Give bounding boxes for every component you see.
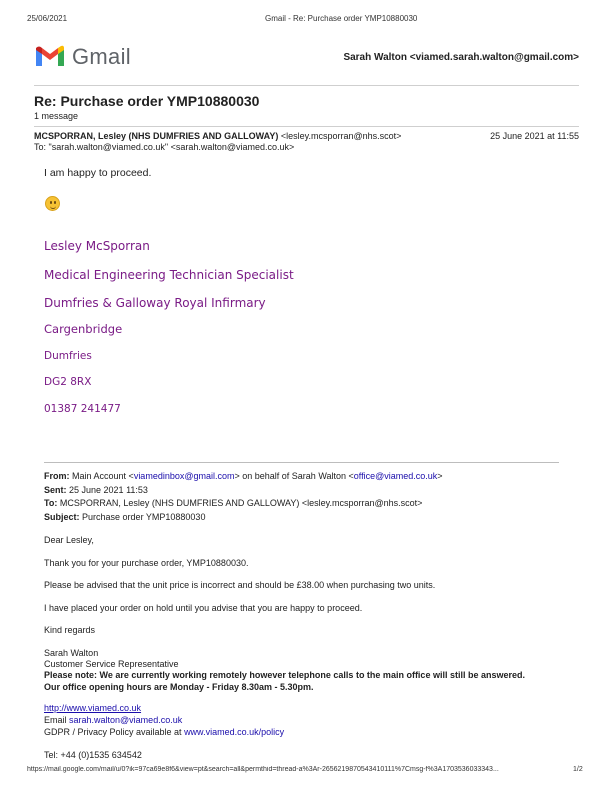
website-link[interactable]: http://www.viamed.co.uk [44, 703, 142, 713]
from-text: Main Account < [72, 471, 134, 481]
email-label: Email [44, 715, 70, 725]
quoted-closing: Kind regards [44, 625, 96, 635]
gmail-m-icon [34, 44, 66, 68]
from-email-link[interactable]: viamedinbox@gmail.com [133, 471, 235, 481]
subject-value: Purchase order YMP10880030 [82, 512, 206, 522]
quoted-hours: Our office opening hours are Monday - Friday 8.30am - 5.30pm. [44, 682, 314, 692]
to-label: To: [44, 498, 58, 508]
print-title: Gmail - Re: Purchase order YMP10880030 [265, 14, 418, 23]
from-mid-text: > on behalf of Sarah Walton < [234, 471, 354, 481]
divider [34, 85, 579, 86]
quoted-greeting: Dear Lesley, [44, 535, 94, 545]
signature-postcode: DG2 8RX [44, 376, 92, 388]
sent-label: Sent: [44, 485, 67, 495]
quoted-email-line [44, 715, 182, 725]
smiley-face-icon [45, 196, 60, 211]
subject-label: Subject: [44, 512, 80, 522]
print-page-number: 1/2 [573, 766, 583, 773]
message-sender [34, 131, 401, 141]
quoted-sent [44, 485, 148, 495]
message-date: 25 June 2021 at 11:55 [490, 131, 579, 141]
print-date: 25/06/2021 [27, 14, 68, 23]
signature-phone: 01387 241477 [44, 403, 121, 415]
quoted-sender-role: Customer Service Representative [44, 659, 179, 669]
sender-name: MCSPORRAN, Lesley (NHS DUMFRIES AND GALLOWAY) [34, 131, 279, 141]
sent-value: 25 June 2021 11:53 [69, 485, 148, 495]
signature-title: Medical Engineering Technician Specialist [44, 268, 294, 282]
gmail-logo[interactable] [34, 44, 130, 70]
gdpr-label: GDPR / Privacy Policy available at [44, 727, 185, 737]
from-end-text: > [437, 471, 443, 481]
quoted-sender-name: Sarah Walton [44, 648, 99, 658]
message-recipients: To: "sarah.walton@viamed.co.uk" <sarah.walton@viamed.co.uk> [34, 142, 295, 152]
signature-organisation: Dumfries & Galloway Royal Infirmary [44, 296, 266, 310]
sender-email: <lesley.mcsporran@nhs.scot> [280, 131, 402, 141]
quoted-to [44, 498, 422, 508]
quoted-subject [44, 512, 205, 522]
quoted-telephone: Tel: +44 (0)1535 634542 [44, 750, 142, 760]
message-body: I am happy to proceed. [44, 167, 152, 179]
print-footer-url: https://mail.google.com/mail/u/0?ik=97ca69e8f6&view=pt&search=all&permthid=thread-a%3Ar-2656219870543410111%7Cmsg-f%3A1703536033343... [27, 766, 499, 773]
quote-divider [44, 462, 559, 463]
email-link[interactable]: sarah.walton@viamed.co.uk [69, 715, 183, 725]
gmail-wordmark: Gmail [72, 44, 131, 69]
signature-name: Lesley McSporran [44, 239, 150, 253]
from-label: From: [44, 471, 70, 481]
account-label: Sarah Walton <viamed.sarah.walton@gmail.com> [343, 52, 579, 63]
quoted-paragraph: I have placed your order on hold until you advise that you are happy to proceed. [44, 603, 363, 613]
thread-subject: Re: Purchase order YMP10880030 [34, 93, 260, 109]
quoted-from [44, 471, 443, 481]
signature-town: Dumfries [44, 350, 92, 362]
quoted-note: Please note: We are currently working remotely however telephone calls to the main office will still be answered. [44, 670, 525, 680]
message-count: 1 message [34, 111, 79, 121]
quoted-gdpr-line [44, 727, 284, 737]
quoted-paragraph: Thank you for your purchase order, YMP10880030. [44, 558, 249, 568]
quoted-paragraph: Please be advised that the unit price is incorrect and should be £38.00 when purchasing two units. [44, 580, 436, 590]
divider [34, 126, 579, 127]
to-value: MCSPORRAN, Lesley (NHS DUMFRIES AND GALLOWAY) <lesley.mcsporran@nhs.scot> [59, 498, 423, 508]
policy-link[interactable]: www.viamed.co.uk/policy [184, 727, 285, 737]
signature-address-line: Cargenbridge [44, 322, 123, 336]
office-email-link[interactable]: office@viamed.co.uk [353, 471, 438, 481]
